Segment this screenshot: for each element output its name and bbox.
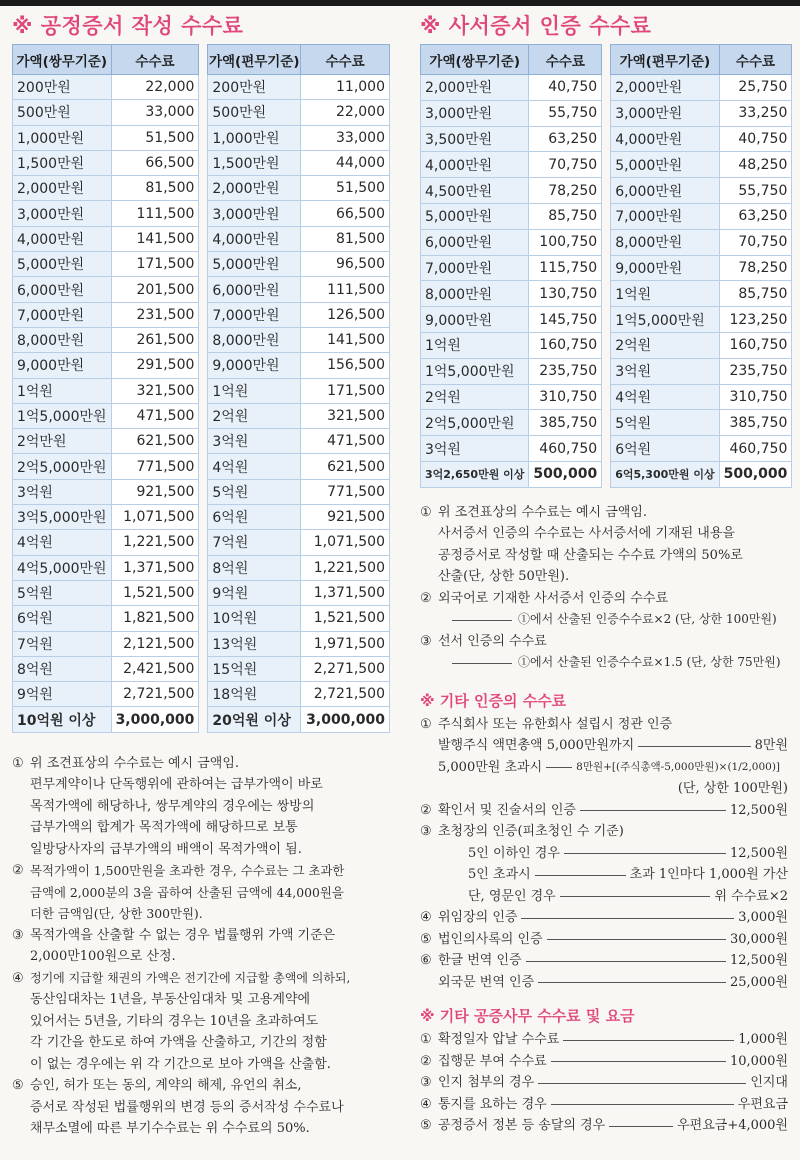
amount-cell: 9,000만원	[13, 353, 112, 378]
amount-cell: 7억원	[13, 631, 112, 656]
amount-cell: 7,000만원	[611, 203, 719, 229]
fee-cell: 1,371,500	[301, 580, 390, 605]
amount-cell: 8억원	[13, 656, 112, 681]
fee-cell: 145,750	[529, 307, 602, 333]
table-row	[13, 682, 199, 707]
table-row	[421, 410, 602, 436]
fee-cell: 160,750	[719, 332, 792, 358]
amount-cell: 9억원	[13, 682, 112, 707]
column-header: 수수료	[719, 45, 792, 75]
table-row	[208, 252, 390, 277]
amount-cell: 9,000만원	[208, 353, 301, 378]
table-row	[611, 332, 792, 358]
fee-cell: 921,500	[111, 479, 199, 504]
fee-cell: 235,750	[529, 358, 602, 384]
amount-cell: 6억원	[208, 505, 301, 530]
amount-cell: 9억원	[208, 580, 301, 605]
table-row	[208, 505, 390, 530]
amount-cell: 2억원	[421, 384, 529, 410]
notarial-deed-section	[12, 8, 390, 1140]
amount-cell: 3억원	[208, 429, 301, 454]
amount-cell: 1억5,000만원	[611, 307, 719, 333]
amount-cell: 6억5,300만원 이상	[611, 461, 719, 487]
fee-cell: 111,500	[111, 201, 199, 226]
amount-cell: 1억5,000만원	[13, 403, 112, 428]
amount-cell: 4억5,000만원	[13, 555, 112, 580]
amount-cell: 10억원 이상	[13, 707, 112, 732]
table-row	[13, 150, 199, 175]
amount-cell: 1억원	[208, 378, 301, 403]
fee-cell: 460,750	[529, 436, 602, 462]
table-row	[13, 530, 199, 555]
other-cert-section: ※ 기타 인증의 수수료 ① 주식회사 또는 유한회사 설립시 정관 인증 발행주식 액면총액 5,000만원까지 8만원 5,000만원 초과시 8만원+[(주식총액-5,000만원)×(1/2,000)] (단, 상한 100만원) ② 확인서 및 진술서의 인증 12,500원 ③ 초청장의 인증(피초청인 수 기준) 5인 이하인 경우 12,500원 5인 초과시 초과 1인마다 1,000원 가산 단, 영문인 경우 위 수수료×2 ④ 위임장의 인증 3,000원 ⑤ 법인의사록의 인증 30,000원 ⑥ 한글 번역 인증 12,500원 외국문 번역 인증 25,000원	[420, 688, 800, 994]
table-row	[13, 454, 199, 479]
amount-cell: 4,000만원	[13, 226, 112, 251]
amount-cell: 3억원	[13, 479, 112, 504]
fee-cell: 3,000,000	[111, 707, 199, 732]
fee-cell: 70,750	[529, 152, 602, 178]
amount-cell: 7,000만원	[13, 302, 112, 327]
fee-cell: 171,500	[301, 378, 390, 403]
table-row	[421, 229, 602, 255]
table-row	[611, 75, 792, 101]
table-row	[208, 454, 390, 479]
amount-cell: 4,000만원	[421, 152, 529, 178]
amount-cell: 3,500만원	[421, 126, 529, 152]
table-row	[611, 358, 792, 384]
fee-cell: 921,500	[301, 505, 390, 530]
table-row	[13, 100, 199, 125]
fee-cell: 48,250	[719, 152, 792, 178]
fee-cell: 1,071,500	[301, 530, 390, 555]
amount-cell: 3,000만원	[611, 100, 719, 126]
table-row	[208, 682, 390, 707]
table-row	[13, 707, 199, 732]
table-row	[208, 656, 390, 681]
table-row	[208, 353, 390, 378]
fee-cell: 111,500	[301, 277, 390, 302]
fee-cell: 33,250	[719, 100, 792, 126]
amount-cell: 6,000만원	[208, 277, 301, 302]
private-cert-title: ※ 사서증서 인증 수수료	[420, 14, 652, 38]
amount-cell: 7,000만원	[208, 302, 301, 327]
note-5: ⑤ 승인, 허가 또는 동의, 계약의 해제, 유언의 취소, 증서로 작성된 법률행위의 변경 등의 증서작성 수수료나 채무소멸에 따른 부기수수료는 위 수수료의 50%.	[12, 1078, 344, 1137]
amount-cell: 4,000만원	[611, 126, 719, 152]
amount-cell: 1억원	[13, 378, 112, 403]
amount-cell: 2억원	[208, 403, 301, 428]
amount-cell: 2억원	[611, 332, 719, 358]
amount-cell: 5,000만원	[421, 203, 529, 229]
amount-cell: 5,000만원	[13, 252, 112, 277]
table-row	[208, 530, 390, 555]
table-row	[421, 358, 602, 384]
fee-cell: 44,000	[301, 150, 390, 175]
table-row	[611, 436, 792, 462]
amount-cell: 4억원	[611, 384, 719, 410]
amount-cell: 1,000만원	[13, 125, 112, 150]
amount-cell: 7,000만원	[421, 255, 529, 281]
table-row	[421, 255, 602, 281]
amount-cell: 10억원	[208, 606, 301, 631]
amount-cell: 4억원	[13, 530, 112, 555]
fee-cell: 78,250	[719, 255, 792, 281]
private-cert-tables	[420, 44, 800, 488]
amount-cell: 6,000만원	[421, 229, 529, 255]
table-row	[13, 656, 199, 681]
fee-cell: 25,750	[719, 75, 792, 101]
column-header: 수수료	[301, 45, 390, 75]
amount-cell: 5억원	[13, 580, 112, 605]
amount-cell: 2,000만원	[208, 176, 301, 201]
table-row	[421, 100, 602, 126]
table-row	[208, 631, 390, 656]
table-row	[611, 307, 792, 333]
fee-cell: 500,000	[719, 461, 792, 487]
table-row	[208, 302, 390, 327]
table-row	[208, 580, 390, 605]
fee-cell: 201,500	[111, 277, 199, 302]
table-row	[611, 229, 792, 255]
amount-cell: 1억원	[421, 332, 529, 358]
table-row	[208, 327, 390, 352]
table-row	[421, 332, 602, 358]
fee-cell: 22,000	[301, 100, 390, 125]
fee-cell: 2,121,500	[111, 631, 199, 656]
amount-cell: 2,000만원	[421, 75, 529, 101]
fee-cell: 231,500	[111, 302, 199, 327]
column-header: 수수료	[529, 45, 602, 75]
fee-cell: 126,500	[301, 302, 390, 327]
table-row	[208, 75, 390, 100]
table-row	[13, 353, 199, 378]
amount-cell: 4,000만원	[208, 226, 301, 251]
fee-cell: 471,500	[111, 403, 199, 428]
table-row	[13, 429, 199, 454]
fee-cell: 40,750	[719, 126, 792, 152]
fee-cell: 55,750	[719, 178, 792, 204]
table-row	[13, 631, 199, 656]
fee-cell: 66,500	[111, 150, 199, 175]
note-2: ② 외국어로 기재한 사서증서 인증의 수수료 ①에서 산출된 인증수수료×2 (단, 상한 100만원)	[420, 590, 777, 627]
fee-cell: 63,250	[719, 203, 792, 229]
fee-cell: 115,750	[529, 255, 602, 281]
fee-cell: 621,500	[111, 429, 199, 454]
column-header: 가액(편무기준)	[611, 45, 719, 75]
table-row	[13, 226, 199, 251]
fee-cell: 100,750	[529, 229, 602, 255]
table-row	[208, 150, 390, 175]
fee-cell: 1,821,500	[111, 606, 199, 631]
note-4: ④ 정기에 지급할 채권의 가액은 전기간에 지급할 총액에 의하되, 동산임대차는 1년을, 부동산임대차 및 고용계약에 있어서는 5년을, 기타의 경우는 10년을 초과하여도 각 기간을 한도로 하여 가액을 산출하고, 기간의 정함 이 없는 경우에는 위 각 기간으로 보아 가액을 산출함.	[12, 970, 351, 1072]
fee-cell: 235,750	[719, 358, 792, 384]
bilateral-fee-table	[12, 44, 199, 733]
private-cert-notes	[420, 502, 800, 674]
amount-cell: 8,000만원	[13, 327, 112, 352]
fee-cell: 81,500	[111, 176, 199, 201]
table-row	[611, 281, 792, 307]
fee-cell: 141,500	[111, 226, 199, 251]
fee-cell: 1,071,500	[111, 505, 199, 530]
table-row	[13, 327, 199, 352]
fee-cell: 66,500	[301, 201, 390, 226]
amount-cell: 4억원	[208, 454, 301, 479]
fee-cell: 11,000	[301, 75, 390, 100]
table-row	[611, 410, 792, 436]
table-row	[208, 100, 390, 125]
table-row	[13, 302, 199, 327]
fee-cell: 141,500	[301, 327, 390, 352]
table-row	[13, 201, 199, 226]
amount-cell: 2억5,000만원	[421, 410, 529, 436]
amount-cell: 5,000만원	[611, 152, 719, 178]
amount-cell: 3,000만원	[208, 201, 301, 226]
amount-cell: 6억원	[13, 606, 112, 631]
fee-cell: 171,500	[111, 252, 199, 277]
amount-cell: 5억원	[208, 479, 301, 504]
amount-cell: 3,000만원	[421, 100, 529, 126]
fee-cell: 2,721,500	[301, 682, 390, 707]
amount-cell: 8억원	[208, 555, 301, 580]
fee-cell: 1,971,500	[301, 631, 390, 656]
table-row	[13, 606, 199, 631]
fee-cell: 70,750	[719, 229, 792, 255]
amount-cell: 9,000만원	[421, 307, 529, 333]
fee-cell: 51,500	[301, 176, 390, 201]
table-row	[611, 203, 792, 229]
table-row	[13, 505, 199, 530]
table-row	[13, 580, 199, 605]
table-row	[611, 178, 792, 204]
fee-cell: 63,250	[529, 126, 602, 152]
column-header: 가액(쌍무기준)	[13, 45, 112, 75]
table-row	[208, 403, 390, 428]
other-cert-title: ※ 기타 인증의 수수료	[420, 691, 567, 710]
fee-cell: 1,221,500	[301, 555, 390, 580]
other-fees-title: ※ 기타 공증사무 수수료 및 요금	[420, 1007, 635, 1026]
fee-cell: 3,000,000	[301, 707, 390, 732]
private-bilateral-fee-table	[420, 44, 602, 488]
fee-cell: 78,250	[529, 178, 602, 204]
table-row	[13, 403, 199, 428]
table-row	[208, 479, 390, 504]
table-row	[208, 429, 390, 454]
amount-cell: 20억원 이상	[208, 707, 301, 732]
table-row	[611, 100, 792, 126]
note-2: ② 목적가액이 1,500만원을 초과한 경우, 수수료는 그 초과한 금액에 2,000분의 3을 곱하여 산출된 금액에 44,000원을 더한 금액임(단, 상한 300만원).	[12, 863, 345, 922]
fee-cell: 771,500	[301, 479, 390, 504]
table-row	[13, 378, 199, 403]
fee-cell: 471,500	[301, 429, 390, 454]
amount-cell: 7억원	[208, 530, 301, 555]
fee-cell: 96,500	[301, 252, 390, 277]
amount-cell: 3억원	[421, 436, 529, 462]
unilateral-fee-table	[207, 44, 390, 733]
fee-cell: 85,750	[719, 281, 792, 307]
table-row	[13, 252, 199, 277]
amount-cell: 1,000만원	[208, 125, 301, 150]
table-row	[611, 461, 792, 487]
fee-cell: 460,750	[719, 436, 792, 462]
fee-cell: 310,750	[529, 384, 602, 410]
amount-cell: 3억5,000만원	[13, 505, 112, 530]
table-row	[421, 307, 602, 333]
amount-cell: 5,000만원	[208, 252, 301, 277]
fee-cell: 500,000	[529, 461, 602, 487]
fee-cell: 40,750	[529, 75, 602, 101]
table-row	[208, 707, 390, 732]
table-row	[13, 75, 199, 100]
fee-cell: 321,500	[111, 378, 199, 403]
amount-cell: 1,500만원	[13, 150, 112, 175]
note-3: ③ 목적가액을 산출할 수 없는 경우 법률행위 가액 기준은 2,000만100원으로 산정.	[12, 927, 336, 965]
table-row	[13, 479, 199, 504]
fee-cell: 2,421,500	[111, 656, 199, 681]
notarial-deed-notes	[12, 753, 390, 1140]
fee-cell: 1,521,500	[301, 606, 390, 631]
fee-cell: 156,500	[301, 353, 390, 378]
table-row	[13, 555, 199, 580]
amount-cell: 2,000만원	[13, 176, 112, 201]
amount-cell: 8,000만원	[208, 327, 301, 352]
note-1: ① 위 조견표상의 수수료는 예시 금액임. 사서증서 인증의 수수료는 사서증서에 기재된 내용을 공정증서로 작성할 때 산출되는 수수료 가액의 50%로 산출(단, 상한 50만원).	[420, 504, 743, 585]
fee-cell: 1,221,500	[111, 530, 199, 555]
private-cert-section	[420, 8, 800, 1137]
table-row	[611, 384, 792, 410]
amount-cell: 3억2,650만원 이상	[421, 461, 529, 487]
fee-cell: 385,750	[529, 410, 602, 436]
amount-cell: 2억5,000만원	[13, 454, 112, 479]
table-row	[421, 203, 602, 229]
fee-cell: 33,000	[111, 100, 199, 125]
fee-item: ① 확정일자 압날 수수료 1,000원	[420, 1032, 788, 1048]
amount-cell: 6,000만원	[611, 178, 719, 204]
table-row	[421, 436, 602, 462]
column-header: 가액(쌍무기준)	[421, 45, 529, 75]
fee-cell: 321,500	[301, 403, 390, 428]
notarial-deed-title: ※ 공정증서 작성 수수료	[12, 14, 244, 38]
table-row	[611, 152, 792, 178]
fee-cell: 2,721,500	[111, 682, 199, 707]
table-row	[421, 461, 602, 487]
table-row	[13, 277, 199, 302]
amount-cell: 500만원	[13, 100, 112, 125]
fee-cell: 261,500	[111, 327, 199, 352]
amount-cell: 13억원	[208, 631, 301, 656]
column-header: 가액(편무기준)	[208, 45, 301, 75]
amount-cell: 3,000만원	[13, 201, 112, 226]
table-row	[421, 152, 602, 178]
table-row	[208, 606, 390, 631]
fee-cell: 385,750	[719, 410, 792, 436]
fee-cell: 130,750	[529, 281, 602, 307]
amount-cell: 1억원	[611, 281, 719, 307]
amount-cell: 6,000만원	[13, 277, 112, 302]
amount-cell: 6억원	[611, 436, 719, 462]
table-row	[421, 384, 602, 410]
amount-cell: 3억원	[611, 358, 719, 384]
table-row	[208, 125, 390, 150]
fee-item: ② 집행문 부여 수수료 10,000원	[420, 1053, 788, 1069]
fee-cell: 81,500	[301, 226, 390, 251]
amount-cell: 8,000만원	[611, 229, 719, 255]
fee-cell: 1,371,500	[111, 555, 199, 580]
private-unilateral-fee-table	[610, 44, 792, 488]
top-bar	[0, 0, 800, 6]
fee-cell: 771,500	[111, 454, 199, 479]
fee-item: ⑤ 공정증서 정본 등 송달의 경우 우편요금+4,000원	[420, 1118, 788, 1134]
fee-cell: 1,521,500	[111, 580, 199, 605]
table-row	[208, 277, 390, 302]
fee-cell: 160,750	[529, 332, 602, 358]
fee-cell: 85,750	[529, 203, 602, 229]
amount-cell: 200만원	[13, 75, 112, 100]
other-fees-section	[420, 1003, 800, 1137]
amount-cell: 5억원	[611, 410, 719, 436]
amount-cell: 2,000만원	[611, 75, 719, 101]
note-3: ③ 선서 인증의 수수료 ①에서 산출된 인증수수료×1.5 (단, 상한 75만원)	[420, 633, 781, 670]
amount-cell: 200만원	[208, 75, 301, 100]
notarial-deed-tables	[12, 44, 390, 733]
table-row	[421, 178, 602, 204]
fee-cell: 310,750	[719, 384, 792, 410]
table-row	[421, 281, 602, 307]
table-row	[611, 126, 792, 152]
table-row	[208, 176, 390, 201]
table-row	[421, 75, 602, 101]
fee-item: ③ 인지 첨부의 경우 인지대	[420, 1075, 788, 1091]
table-row	[421, 126, 602, 152]
fee-item: ④ 통지를 요하는 경우 우편요금	[420, 1096, 788, 1112]
amount-cell: 4,500만원	[421, 178, 529, 204]
amount-cell: 9,000만원	[611, 255, 719, 281]
fee-cell: 22,000	[111, 75, 199, 100]
amount-cell: 1,500만원	[208, 150, 301, 175]
table-row	[611, 255, 792, 281]
fee-cell: 123,250	[719, 307, 792, 333]
amount-cell: 15억원	[208, 656, 301, 681]
note-1: ① 위 조견표상의 수수료는 예시 금액임. 편무계약이나 단독행위에 관하여는 급부가액이 바로 목적가액에 해당하나, 쌍무계약의 경우에는 쌍방의 급부가액의 합계가 목적가액에 해당하므로 보통 일방당사자의 급부가액의 배액이 목적가액이 됨.	[12, 755, 323, 857]
fee-cell: 33,000	[301, 125, 390, 150]
fee-cell: 51,500	[111, 125, 199, 150]
amount-cell: 1억5,000만원	[421, 358, 529, 384]
amount-cell: 18억원	[208, 682, 301, 707]
fee-cell: 2,271,500	[301, 656, 390, 681]
table-row	[13, 125, 199, 150]
column-header: 수수료	[111, 45, 199, 75]
table-row	[13, 176, 199, 201]
amount-cell: 500만원	[208, 100, 301, 125]
amount-cell: 2억만원	[13, 429, 112, 454]
table-row	[208, 378, 390, 403]
table-row	[208, 555, 390, 580]
table-row	[208, 201, 390, 226]
fee-cell: 55,750	[529, 100, 602, 126]
fee-cell: 291,500	[111, 353, 199, 378]
fee-cell: 621,500	[301, 454, 390, 479]
table-row	[208, 226, 390, 251]
amount-cell: 8,000만원	[421, 281, 529, 307]
